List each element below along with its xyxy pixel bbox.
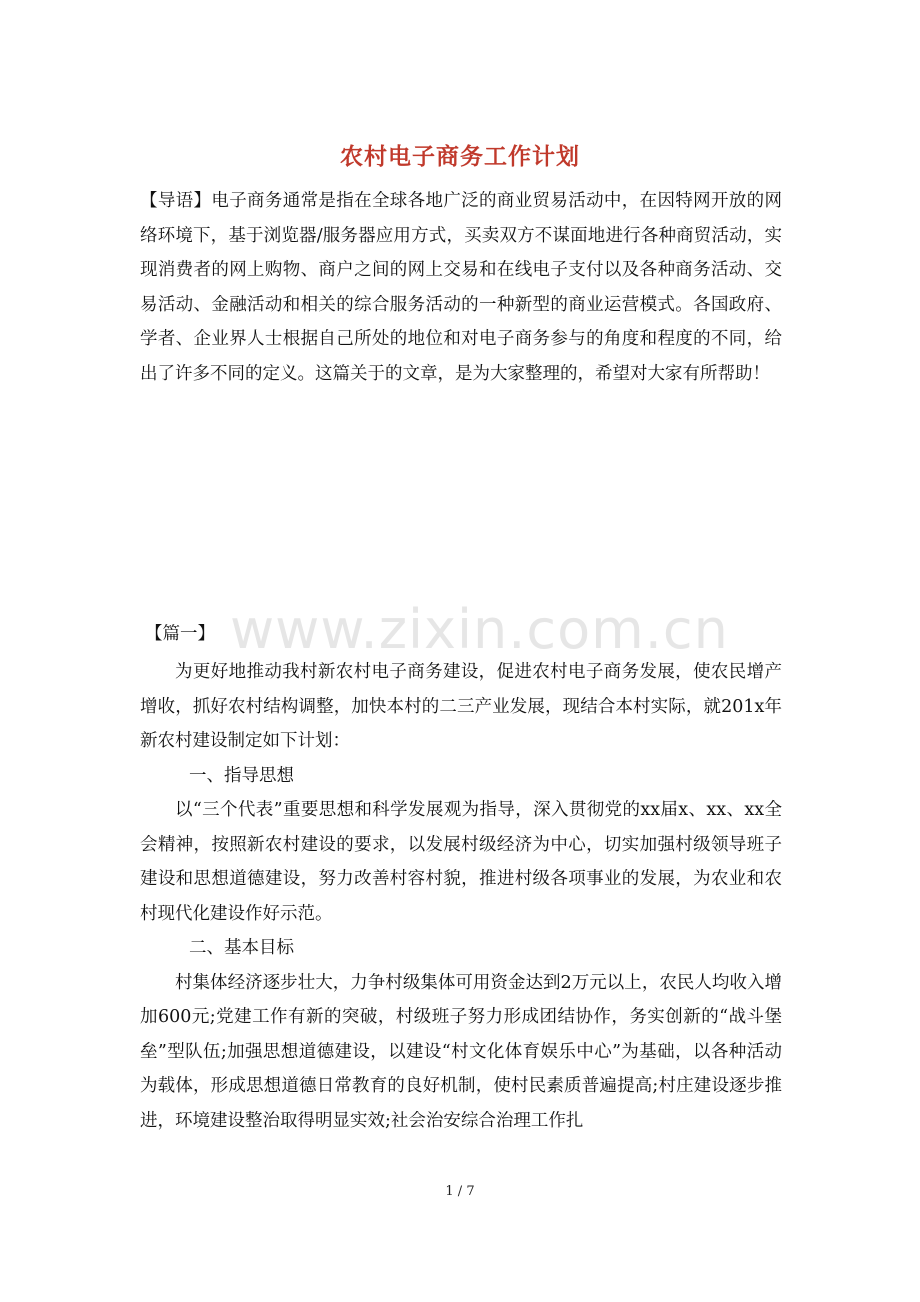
section-heading: 一、指导思想 xyxy=(189,765,294,786)
intro-paragraph: 【导语】电子商务通常是指在全球各地广泛的商业贸易活动中，在因特网开放的网络环境下，基于浏览器/服务器应用方式，买卖双方不谋面地进行各种商贸活动，实现消费者的网上购物、商户之间的网上交易和在线电子支付以及各种商务活动、交易活动、金融活动和相关的综合服务活动的一种新型的商业运营模式。各国政府、学者、企业界人士根据自己所处的地位和对电子商务参与的角度和程度的不同，给出了许多不同的定义。这篇关于的文章，是为大家整理的，希望对大家有所帮助！ xyxy=(140,191,782,384)
body-paragraph: 为更好地推动我村新农村电子商务建设，促进农村电子商务发展，使农民增产增收，抓好农村结构调整，加快本村的二三产业发展，现结合本村实际，就201x年新农村建设制定如下计划： xyxy=(140,662,782,751)
document-body xyxy=(140,655,782,1138)
section-heading: 二、基本目标 xyxy=(189,938,294,958)
section-label: 【篇一】 xyxy=(145,624,215,644)
page-number: 1 / 7 xyxy=(445,1184,475,1199)
body-paragraph: 村集体经济逐步壮大，力争村级集体可用资金达到2万元以上，农民人均收入增加600元;党建工作有新的突破，村级班子努力形成团结协作，务实创新的“战斗堡垒”型队伍;加强思想道德建设，以建设“村文化体育娱乐中心”为基础，以各种活动为载体，形成思想道德日常教育的良好机制，使村民素质普遍提高;村庄建设逐步推进，环境建设整治取得明显实效;社会治安综合治理工作扎 xyxy=(140,972,782,1131)
body-paragraph: 以“三个代表”重要思想和科学发展观为指导，深入贯彻党的xx届x、xx、xx全会精神，按照新农村建设的要求，以发展村级经济为中心，切实加强村级领导班子建设和思想道德建设，努力改善村容村貌，推进村级各项事业的发展，为农业和农村现代化建设作好示范。 xyxy=(140,800,782,924)
watermark: www.zixin.com.cn xyxy=(230,598,729,661)
document-title: 农村电子商务工作计划 xyxy=(340,143,580,170)
